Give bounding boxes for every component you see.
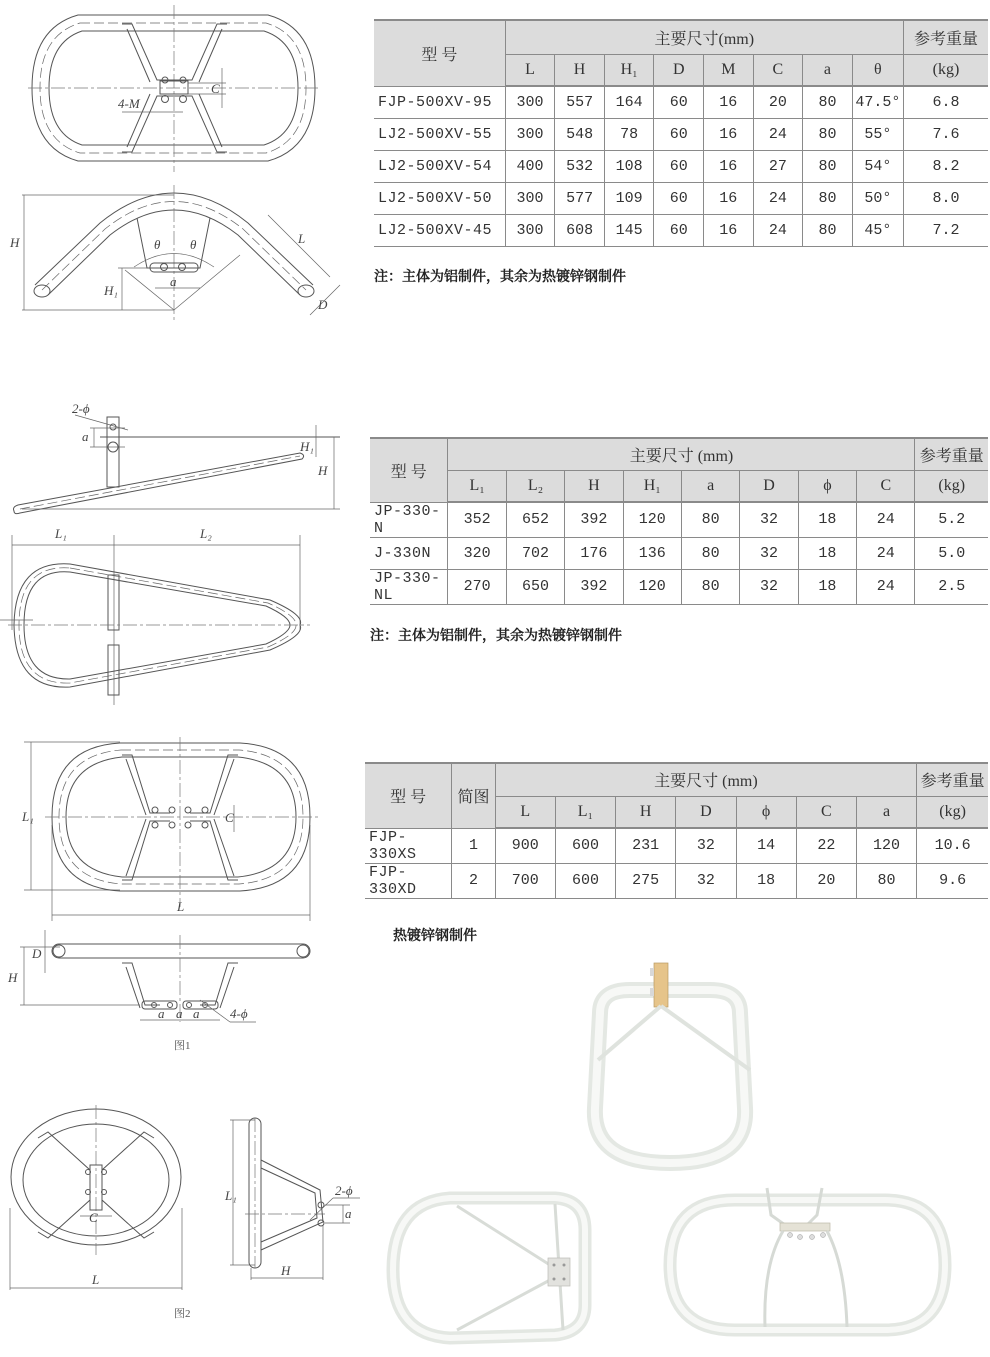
- cell: 80: [856, 863, 916, 898]
- col-h: H: [616, 796, 676, 828]
- cell-figure: 1: [452, 828, 495, 863]
- cell: 16: [704, 214, 754, 246]
- label-a: a: [82, 429, 89, 444]
- cell-weight: 5.0: [915, 537, 988, 569]
- cell-model: JP-330-NL: [370, 569, 448, 604]
- label-h: H: [8, 970, 18, 985]
- cell: 18: [736, 863, 796, 898]
- cell: 18: [798, 537, 856, 569]
- cell-weight: 7.2: [903, 214, 988, 246]
- label-a: a: [170, 274, 177, 289]
- label-c: C: [89, 1210, 98, 1225]
- cell: 32: [740, 569, 798, 604]
- cell: 548: [555, 118, 605, 150]
- cell: 557: [555, 86, 605, 118]
- cell: 80: [681, 569, 739, 604]
- label-l1: L₁: [22, 809, 34, 824]
- cell: 22: [796, 828, 856, 863]
- label-a-3: a: [193, 1006, 200, 1021]
- cell: 24: [857, 502, 915, 537]
- cell: 702: [506, 537, 564, 569]
- cell: 32: [676, 863, 736, 898]
- cell-model: J-330N: [370, 537, 448, 569]
- photo-ring-double-bracket: [645, 1185, 980, 1345]
- cell: 108: [604, 150, 654, 182]
- cell: 532: [555, 150, 605, 182]
- label-4-m: 4-M: [118, 96, 140, 111]
- cell-weight: 8.2: [903, 150, 988, 182]
- label-h1: H₁: [300, 439, 314, 454]
- cell: 80: [803, 150, 853, 182]
- cell: 120: [623, 502, 681, 537]
- header-weight-unit: (kg): [903, 54, 988, 86]
- col-h1: H₁: [604, 54, 654, 86]
- cell-weight: 10.6: [917, 828, 988, 863]
- cell: 109: [604, 182, 654, 214]
- header-weight: 参考重量: [915, 438, 988, 470]
- cell: 80: [803, 182, 853, 214]
- header-model: 型 号: [374, 20, 505, 86]
- col-l2: L₂: [506, 470, 564, 502]
- cell-weight: 9.6: [917, 863, 988, 898]
- cell-weight: 7.6: [903, 118, 988, 150]
- label-a: a: [345, 1206, 352, 1221]
- cell: 16: [704, 150, 754, 182]
- drawing-3-side-view: [0, 930, 360, 1030]
- photo-ring-single-plate: [560, 958, 780, 1173]
- drawing-2-side-view: [0, 395, 360, 515]
- cell: 32: [676, 828, 736, 863]
- spec-table-2: [370, 437, 988, 605]
- table-row: [365, 828, 988, 863]
- col-l: L: [495, 796, 555, 828]
- cell: 60: [654, 182, 704, 214]
- header-main-dimensions: 主要尺寸 (mm): [495, 763, 917, 796]
- label-theta-right: θ: [190, 237, 197, 252]
- cell-model: FJP-330XD: [365, 863, 452, 898]
- cell-model: FJP-500XV-95: [374, 86, 505, 118]
- cell: 45°: [852, 214, 903, 246]
- col-l1: L₁: [555, 796, 615, 828]
- table-row: [370, 569, 988, 604]
- label-h: H: [10, 235, 20, 250]
- cell: 50°: [852, 182, 903, 214]
- cell-model: LJ2-500XV-50: [374, 182, 505, 214]
- cell: 577: [555, 182, 605, 214]
- col-h: H: [565, 470, 623, 502]
- cell: 300: [505, 214, 555, 246]
- header-main-dimensions: 主要尺寸(mm): [505, 20, 903, 54]
- cell: 60: [654, 214, 704, 246]
- cell: 16: [704, 86, 754, 118]
- cell: 300: [505, 182, 555, 214]
- cell: 18: [798, 569, 856, 604]
- col-c: C: [753, 54, 803, 86]
- drawing-3-top-view: [0, 735, 360, 920]
- photo-ring-triangle-bracket: [385, 1190, 600, 1345]
- col-h1: H₁: [623, 470, 681, 502]
- cell: 400: [505, 150, 555, 182]
- figure-1-caption: 图1: [174, 1040, 191, 1052]
- col-phi: ϕ: [798, 470, 856, 502]
- col-phi: ϕ: [736, 796, 796, 828]
- cell: 900: [495, 828, 555, 863]
- cell: 24: [857, 569, 915, 604]
- cell: 231: [616, 828, 676, 863]
- cell: 320: [448, 537, 506, 569]
- col-h: H: [555, 54, 605, 86]
- cell: 20: [796, 863, 856, 898]
- cell: 55°: [852, 118, 903, 150]
- cell: 78: [604, 118, 654, 150]
- cell: 608: [555, 214, 605, 246]
- col-a: a: [681, 470, 739, 502]
- figure-2-caption: 图2: [174, 1308, 191, 1320]
- cell-model: JP-330-N: [370, 502, 448, 537]
- note-3: 热镀锌钢制件: [393, 928, 477, 944]
- label-2-phi: 2-ϕ: [72, 401, 90, 416]
- header-main-dimensions: 主要尺寸 (mm): [448, 438, 915, 470]
- cell: 652: [506, 502, 564, 537]
- table-row: [374, 182, 988, 214]
- cell: 24: [753, 214, 803, 246]
- drawing-2-top-view: [0, 520, 360, 730]
- cell: 352: [448, 502, 506, 537]
- label-c: C: [225, 810, 234, 825]
- header-weight: 参考重量: [903, 20, 988, 54]
- label-a-1: a: [158, 1006, 165, 1021]
- header-figure: 简图: [452, 763, 495, 828]
- cell: 275: [616, 863, 676, 898]
- drawing-4-front-view: [0, 1100, 200, 1300]
- cell: 24: [753, 118, 803, 150]
- cell: 16: [704, 118, 754, 150]
- col-c: C: [857, 470, 915, 502]
- table-row: [370, 502, 988, 537]
- label-l1: L₁: [55, 526, 67, 541]
- drawing-1-top-view: [0, 0, 360, 175]
- note-2: 注：主体为铝制件，其余为热镀锌钢制件: [370, 628, 622, 644]
- cell: 700: [495, 863, 555, 898]
- cell: 80: [681, 502, 739, 537]
- cell-model: LJ2-500XV-54: [374, 150, 505, 182]
- label-c: C: [211, 81, 220, 96]
- cell: 60: [654, 150, 704, 182]
- cell-model: FJP-330XS: [365, 828, 452, 863]
- cell: 24: [753, 182, 803, 214]
- cell: 300: [505, 118, 555, 150]
- cell-weight: 6.8: [903, 86, 988, 118]
- label-4-phi: 4-ϕ: [230, 1006, 248, 1021]
- spec-table-1: [374, 19, 988, 247]
- cell: 80: [803, 86, 853, 118]
- cell-model: LJ2-500XV-45: [374, 214, 505, 246]
- col-c: C: [796, 796, 856, 828]
- cell-weight: 8.0: [903, 182, 988, 214]
- label-d: D: [318, 297, 328, 312]
- cell: 20: [753, 86, 803, 118]
- cell: 80: [803, 214, 853, 246]
- header-model: 型 号: [365, 763, 452, 828]
- cell-weight: 5.2: [915, 502, 988, 537]
- cell: 24: [857, 537, 915, 569]
- label-l1: L₁: [225, 1188, 237, 1203]
- cell: 176: [565, 537, 623, 569]
- label-l: L: [92, 1272, 100, 1287]
- header-weight-unit: (kg): [917, 796, 988, 828]
- table-row: [370, 537, 988, 569]
- col-l: L: [505, 54, 555, 86]
- cell: 60: [654, 86, 704, 118]
- label-l: L: [298, 231, 306, 246]
- label-l: L: [177, 899, 185, 914]
- cell: 80: [803, 118, 853, 150]
- cell: 145: [604, 214, 654, 246]
- cell: 300: [505, 86, 555, 118]
- col-a: a: [856, 796, 916, 828]
- header-model: 型 号: [370, 438, 448, 502]
- cell: 16: [704, 182, 754, 214]
- table-row: [365, 863, 988, 898]
- label-h1: H₁: [104, 283, 118, 298]
- col-m: M: [704, 54, 754, 86]
- cell-weight: 2.5: [915, 569, 988, 604]
- table-row: [374, 118, 988, 150]
- label-a-2: a: [176, 1006, 183, 1021]
- cell: 27: [753, 150, 803, 182]
- cell: 650: [506, 569, 564, 604]
- cell: 32: [740, 537, 798, 569]
- cell: 600: [555, 828, 615, 863]
- label-2-phi: 2-ϕ: [335, 1183, 353, 1198]
- cell: 392: [565, 502, 623, 537]
- cell: 80: [681, 537, 739, 569]
- col-theta: θ: [852, 54, 903, 86]
- table-row: [374, 214, 988, 246]
- cell-model: LJ2-500XV-55: [374, 118, 505, 150]
- label-d: D: [32, 946, 42, 961]
- cell: 270: [448, 569, 506, 604]
- table-row: [374, 150, 988, 182]
- drawing-1-side-view: [0, 185, 360, 340]
- cell: 14: [736, 828, 796, 863]
- col-a: a: [803, 54, 853, 86]
- cell: 600: [555, 863, 615, 898]
- label-theta-left: θ: [154, 237, 161, 252]
- cell: 164: [604, 86, 654, 118]
- drawing-4-side-view: [225, 1110, 365, 1290]
- col-d: D: [740, 470, 798, 502]
- label-l2: L₂: [200, 526, 212, 541]
- table-row: [374, 86, 988, 118]
- cell: 47.5°: [852, 86, 903, 118]
- cell-figure: 2: [452, 863, 495, 898]
- col-d: D: [676, 796, 736, 828]
- header-weight: 参考重量: [917, 763, 988, 796]
- cell: 18: [798, 502, 856, 537]
- cell: 120: [623, 569, 681, 604]
- label-h: H: [318, 463, 328, 478]
- cell: 136: [623, 537, 681, 569]
- col-d: D: [654, 54, 704, 86]
- cell: 392: [565, 569, 623, 604]
- spec-table-3: [365, 762, 988, 899]
- header-weight-unit: (kg): [915, 470, 988, 502]
- cell: 32: [740, 502, 798, 537]
- cell: 120: [856, 828, 916, 863]
- label-h: H: [281, 1263, 291, 1278]
- col-l1: L₁: [448, 470, 506, 502]
- cell: 60: [654, 118, 704, 150]
- note-1: 注：主体为铝制件，其余为热镀锌钢制件: [374, 269, 626, 285]
- cell: 54°: [852, 150, 903, 182]
